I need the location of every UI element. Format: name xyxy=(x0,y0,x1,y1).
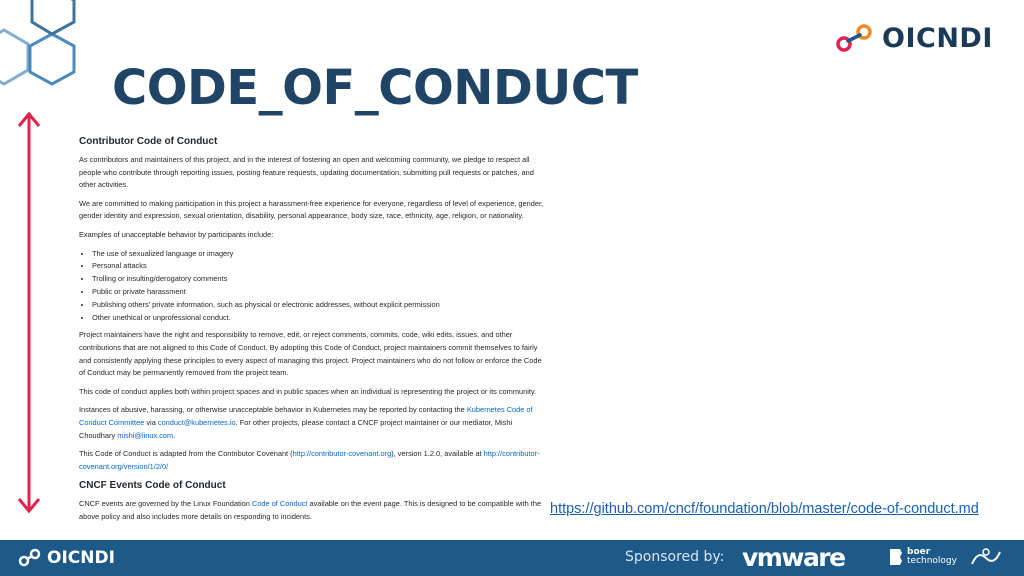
link-chain-icon xyxy=(834,22,876,54)
onf-logo-icon xyxy=(968,546,1004,570)
covenant-version-link[interactable]: http://contributor-covenant.org/version/1/2/0/ xyxy=(79,449,540,471)
unacceptable-behavior-list xyxy=(79,248,549,325)
footer-logo-text: OICNDI xyxy=(47,548,115,568)
doc-paragraph-maintainers: Project maintainers have the right and responsibility to remove, edit, or reject comments, commits, code, wiki edits, issues, and other contributions that are not aligned to this Code of Conduct. By adopting this Code of Conduct, project maintainers commit themselves to fairly and consistently applying these principles to every aspect of managing this project. Project maintainers who do not follow or enforce the Code of Conduct may be permanently removed from the project team. xyxy=(79,330,542,378)
list-item: • The use of sexualized language or imagery xyxy=(92,248,549,261)
hexagon-decoration xyxy=(0,0,100,110)
code-of-conduct-document xyxy=(79,135,549,529)
source-url-link[interactable]: https://github.com/cncf/foundation/blob/master/code-of-conduct.md xyxy=(550,501,979,517)
list-item: • Public or private harassment xyxy=(92,286,549,299)
vmware-logo: vmware xyxy=(742,543,845,572)
double-arrow-icon xyxy=(16,110,42,515)
list-item: • Publishing others' private information, such as physical or electronic addresses, without explicit permission xyxy=(92,299,549,312)
footer-logo xyxy=(18,548,115,568)
doc-paragraph-examples-intro: Examples of unacceptable behavior by participants include: xyxy=(79,229,274,239)
doc-paragraph-commitment: We are committed to making participation in this project a harassment-free experience for everyone, regardless of level of experience, gender, gender identity and expression, sexual orientation, disability, personal appearance, body size, race, ethnicity, age, religion, or nationality. xyxy=(79,198,544,221)
mishi-email-link[interactable]: mishi@linux.com xyxy=(117,430,174,440)
footer-bar xyxy=(0,540,1024,576)
doc-heading-contributor: Contributor Code of Conduct xyxy=(79,136,218,147)
doc-paragraph-reporting: Instances of abusive, harassing, or otherwise unacceptable behavior in Kubernetes may be reported by contacting the Kubernetes Code of Conduct Committee via conduct@kubernetes.io. For other projects, please contact a CNCF project maintainer or our mediator, Mishi Choudhary mishi@linux.com. xyxy=(79,405,533,440)
boer-technology-logo xyxy=(888,547,957,567)
doc-paragraph-pledge: As contributors and maintainers of this project, and in the interest of fostering an open and welcoming community, we pledge to respect all people who contribute through reporting issues, posting feature requests, updating documentation, submitting pull requests or patches, and other activities. xyxy=(79,155,534,190)
oicndi-logo xyxy=(834,22,993,54)
sponsored-label: Sponsored by: xyxy=(625,549,725,565)
doc-paragraph-scope: This code of conduct applies both within project spaces and in public spaces when an individual is representing the project or its community. xyxy=(79,386,537,396)
lf-code-of-conduct-link[interactable]: Code of Conduct xyxy=(251,499,308,509)
doc-paragraph-events: CNCF events are governed by the Linux Foundation Code of Conduct available on the event page. This is designed to be compatible with the above policy and also includes more details on responding to incidents. xyxy=(79,499,542,521)
link-chain-icon xyxy=(18,548,42,568)
list-item: • Other unethical or unprofessional conduct. xyxy=(92,312,549,325)
page-title: CODE_OF_CONDUCT xyxy=(112,60,638,116)
contributor-covenant-link[interactable]: http://contributor-covenant.org xyxy=(292,449,392,459)
technology-text: technology xyxy=(907,556,957,566)
boer-text: boer xyxy=(907,547,931,557)
list-item: • Personal attacks xyxy=(92,260,549,273)
kubernetes-coc-committee-link[interactable]: Kubernetes Code of Conduct Committee xyxy=(79,405,533,427)
list-item: • Trolling or insulting/derogatory comments xyxy=(92,273,549,286)
doc-heading-cncf-events: CNCF Events Code of Conduct xyxy=(79,480,226,492)
conduct-email-link[interactable]: conduct@kubernetes.io xyxy=(157,417,236,427)
doc-paragraph-attribution: This Code of Conduct is adapted from the Contributor Covenant (http://contributor-covenant.org), version 1.2.0, available at http://contributor-covenant.org/version/1/2/0/ xyxy=(79,449,540,471)
logo-text: OICNDI xyxy=(882,22,993,54)
boer-mark-icon xyxy=(888,547,904,567)
